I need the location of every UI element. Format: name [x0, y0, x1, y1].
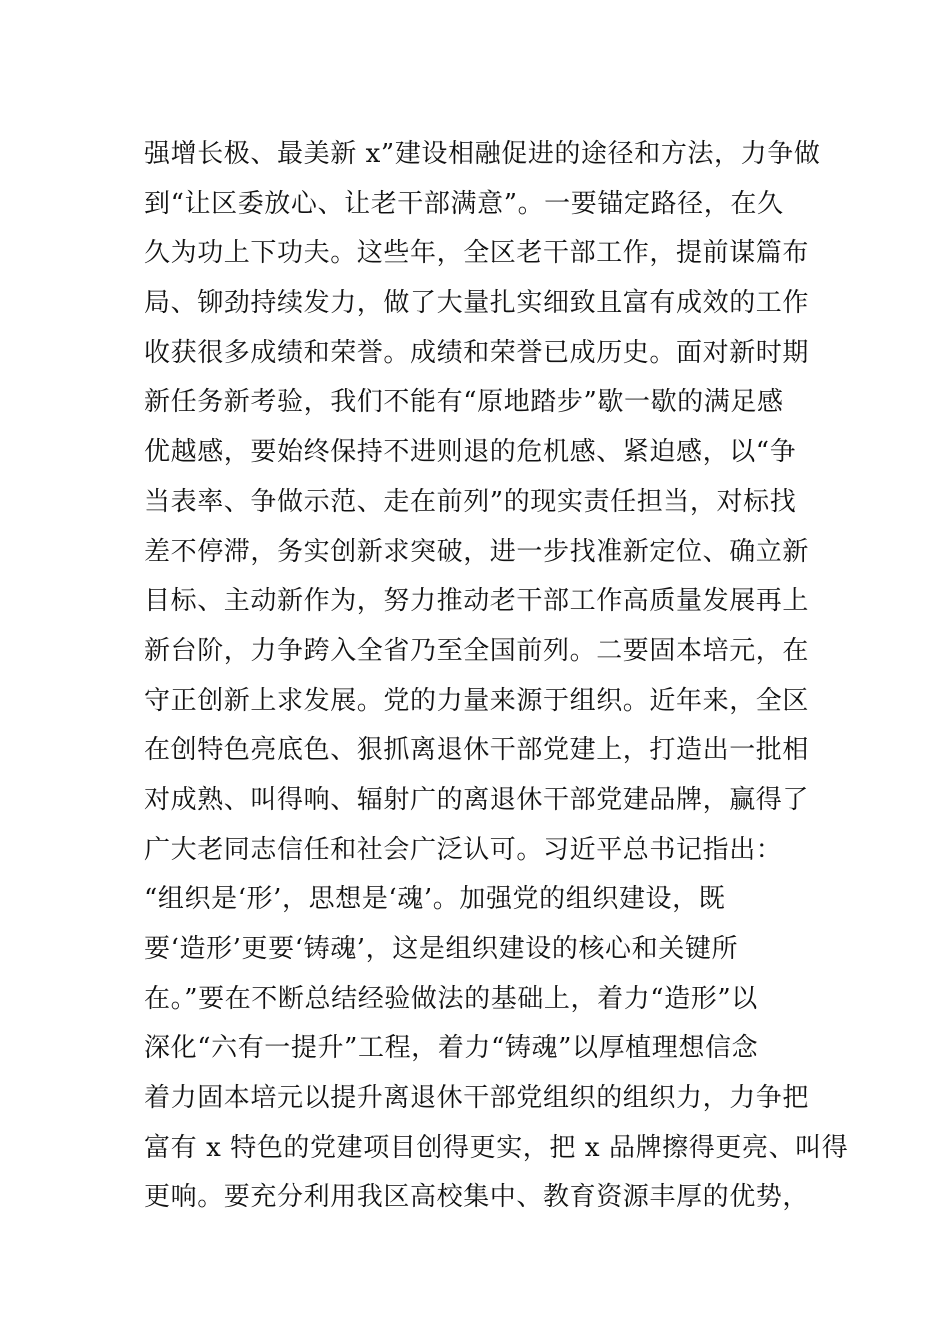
text-line: 当表率、争做示范、走在前列”的现实责任担当，对标找	[144, 486, 797, 517]
text-line: 对成熟、叫得响、辐射广的离退休干部党建品牌，赢得了	[144, 784, 810, 815]
text-line: 守正创新上求发展。党的力量来源于组织。近年来，全区	[144, 685, 810, 716]
text-line: 到“让区委放心、让老干部满意”。一要锚定路径，在久	[144, 188, 784, 219]
text-line: 新任务新考验，我们不能有“原地踏步”歇一歇的满足感	[144, 387, 784, 418]
text-line: 久为功上下功夫。这些年，全区老干部工作，提前谋篇布	[144, 238, 810, 269]
body-text	[144, 130, 849, 1223]
text-line: 新台阶，力争跨入全省乃至全国前列。二要固本培元，在	[144, 635, 810, 666]
text-line: 差不停滞，务实创新求突破，进一步找准新定位、确立新	[144, 536, 810, 567]
text-line: 优越感，要始终保持不进则退的危机感、紧迫感，以“争	[144, 437, 797, 468]
text-line: 收获很多成绩和荣誉。成绩和荣誉已成历史。面对新时期	[144, 337, 810, 368]
text-line: 广大老同志信任和社会广泛认可。习近平总书记指出：	[144, 834, 783, 865]
text-line: 局、铆劲持续发力，做了大量扎实细致且富有成效的工作	[144, 288, 810, 319]
text-line: 更响。要充分利用我区高校集中、教育资源丰厚的优势，	[144, 1182, 810, 1213]
text-line: 深化“六有一提升”工程，着力“铸魂”以厚植理想信念	[144, 1033, 759, 1064]
text-line: 目标、主动新作为，努力推动老干部工作高质量发展再上	[144, 586, 810, 617]
text-line: 要‘造形’更要‘铸魂’，这是组织建设的核心和关键所	[144, 934, 739, 964]
text-line: “组织是‘形’，思想是‘魂’。加强党的组织建设，既	[144, 884, 726, 915]
text-line: 在。”要在不断总结经验做法的基础上，着力“造形”以	[144, 983, 758, 1014]
text-line: 在创特色亮底色、狠抓离退休干部党建上，打造出一批相	[144, 735, 810, 766]
text-line: 富有 x 特色的党建项目创得更实，把 x 品牌擦得更亮、叫得	[144, 1132, 849, 1163]
text-line: 着力固本培元以提升离退休干部党组织的组织力，力争把	[144, 1083, 810, 1114]
text-line: 强增长极、最美新 x”建设相融促进的途径和方法，力争做	[144, 139, 821, 169]
